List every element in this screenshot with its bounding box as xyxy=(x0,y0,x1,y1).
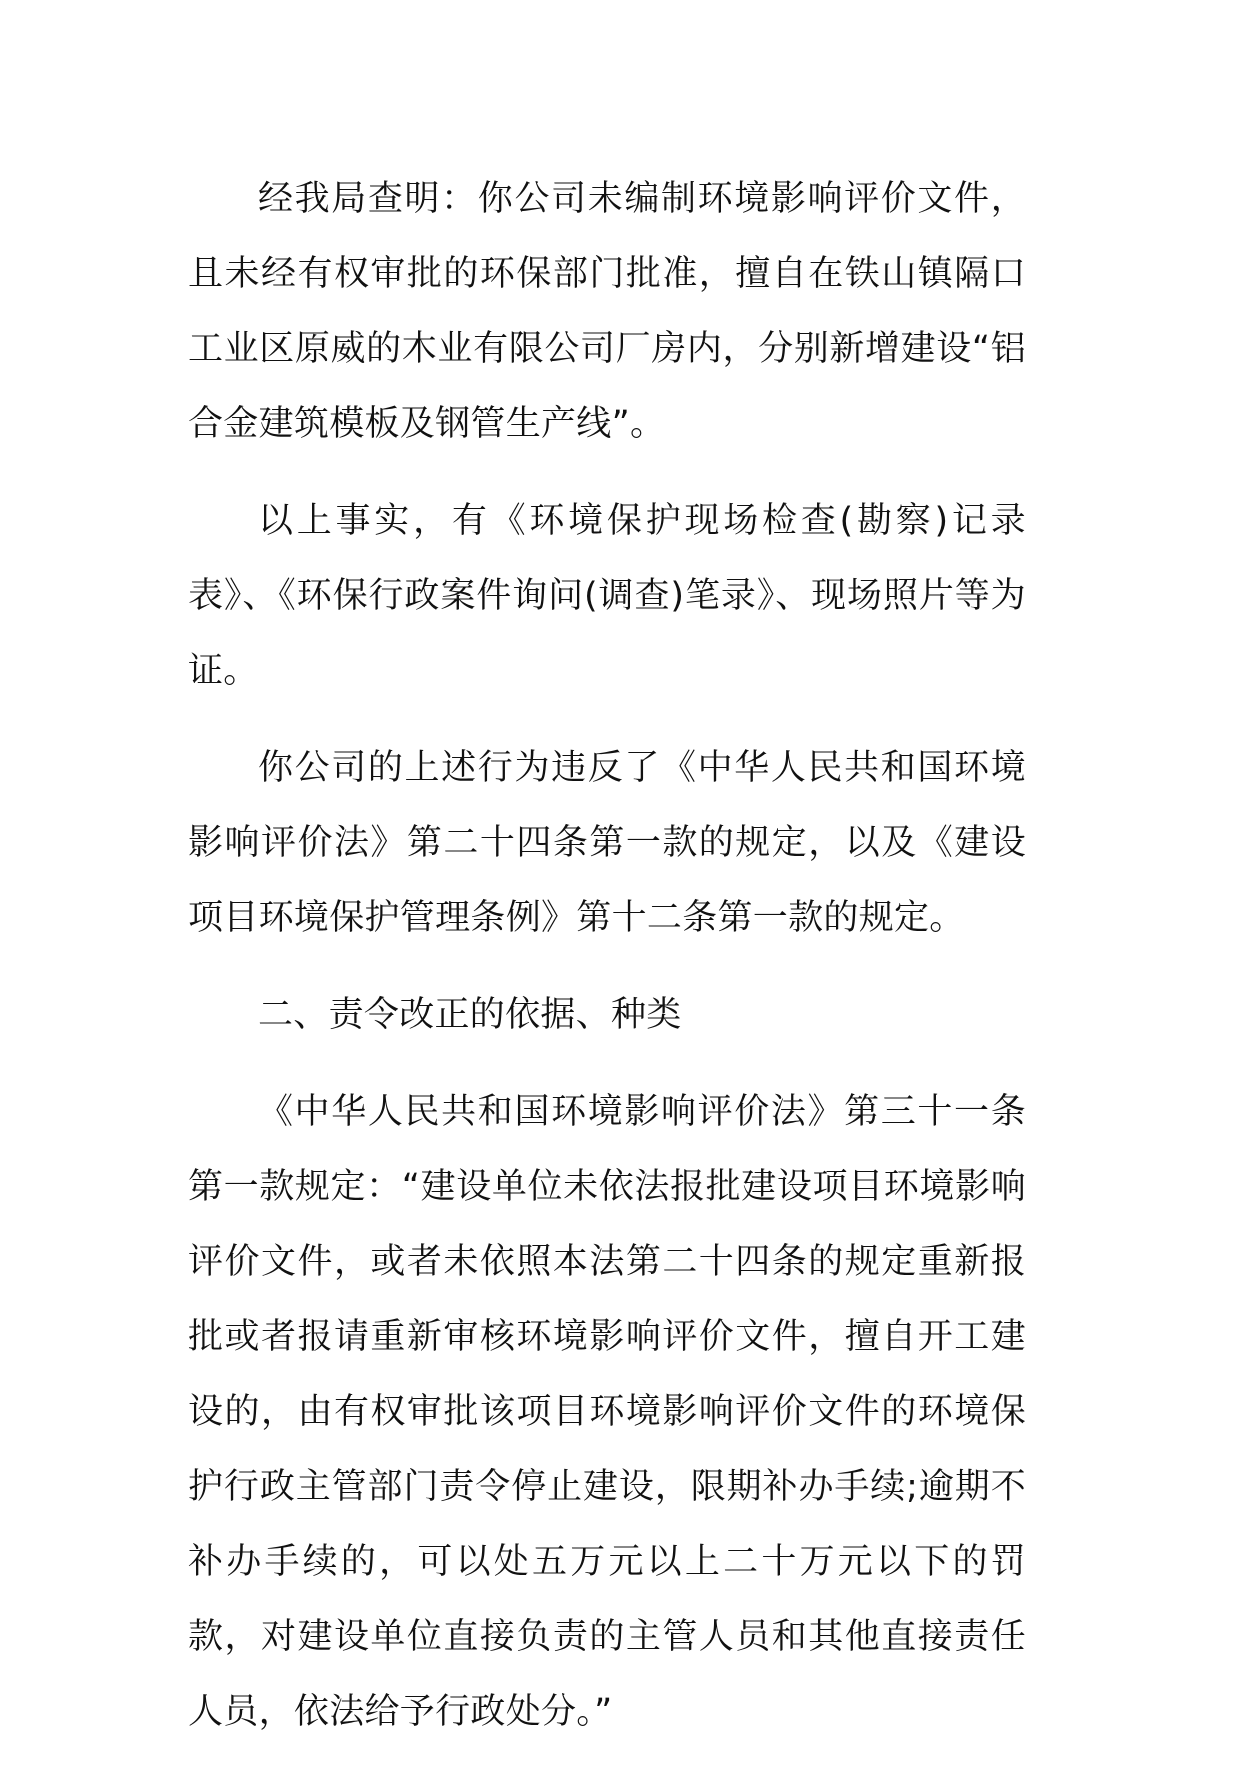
paragraph-evidence: 以上事实，有《环境保护现场检查(勘察)记录表》、《环保行政案件询问(调查)笔录》、现场照片等为证。 xyxy=(188,501,1026,691)
paragraph-legal-basis: 《中华人民共和国环境影响评价法》第三十一条第一款规定：“建设单位未依法报批建设项目环境影响评价文件，或者未依照本法第二十四条的规定重新报批或者报请重新审核环境影响评价文件，擅自开工建设的，由有权审批该项目环境影响评价文件的环境保护行政主管部门责令停止建设，限期补办手续;逾期不补办手续的，可以处五万元以上二十万元以下的罚款，对建设单位直接负责的主管人员和其他直接责任人员，依法给予行政处分。” xyxy=(188,1092,1026,1732)
document-body xyxy=(188,162,1026,1772)
paragraph-findings: 经我局查明：你公司未编制环境影响评价文件，且未经有权审批的环保部门批准，擅自在铁山镇隔口工业区原威的木业有限公司厂房内，分别新增建设“铝合金建筑模板及钢管生产线”。 xyxy=(188,179,1026,444)
paragraph-violation: 你公司的上述行为违反了《中华人民共和国环境影响评价法》第二十四条第一款的规定，以及《建设项目环境保护管理条例》第十二条第一款的规定。 xyxy=(188,748,1026,938)
section-heading: 二、责令改正的依据、种类 xyxy=(258,995,682,1035)
